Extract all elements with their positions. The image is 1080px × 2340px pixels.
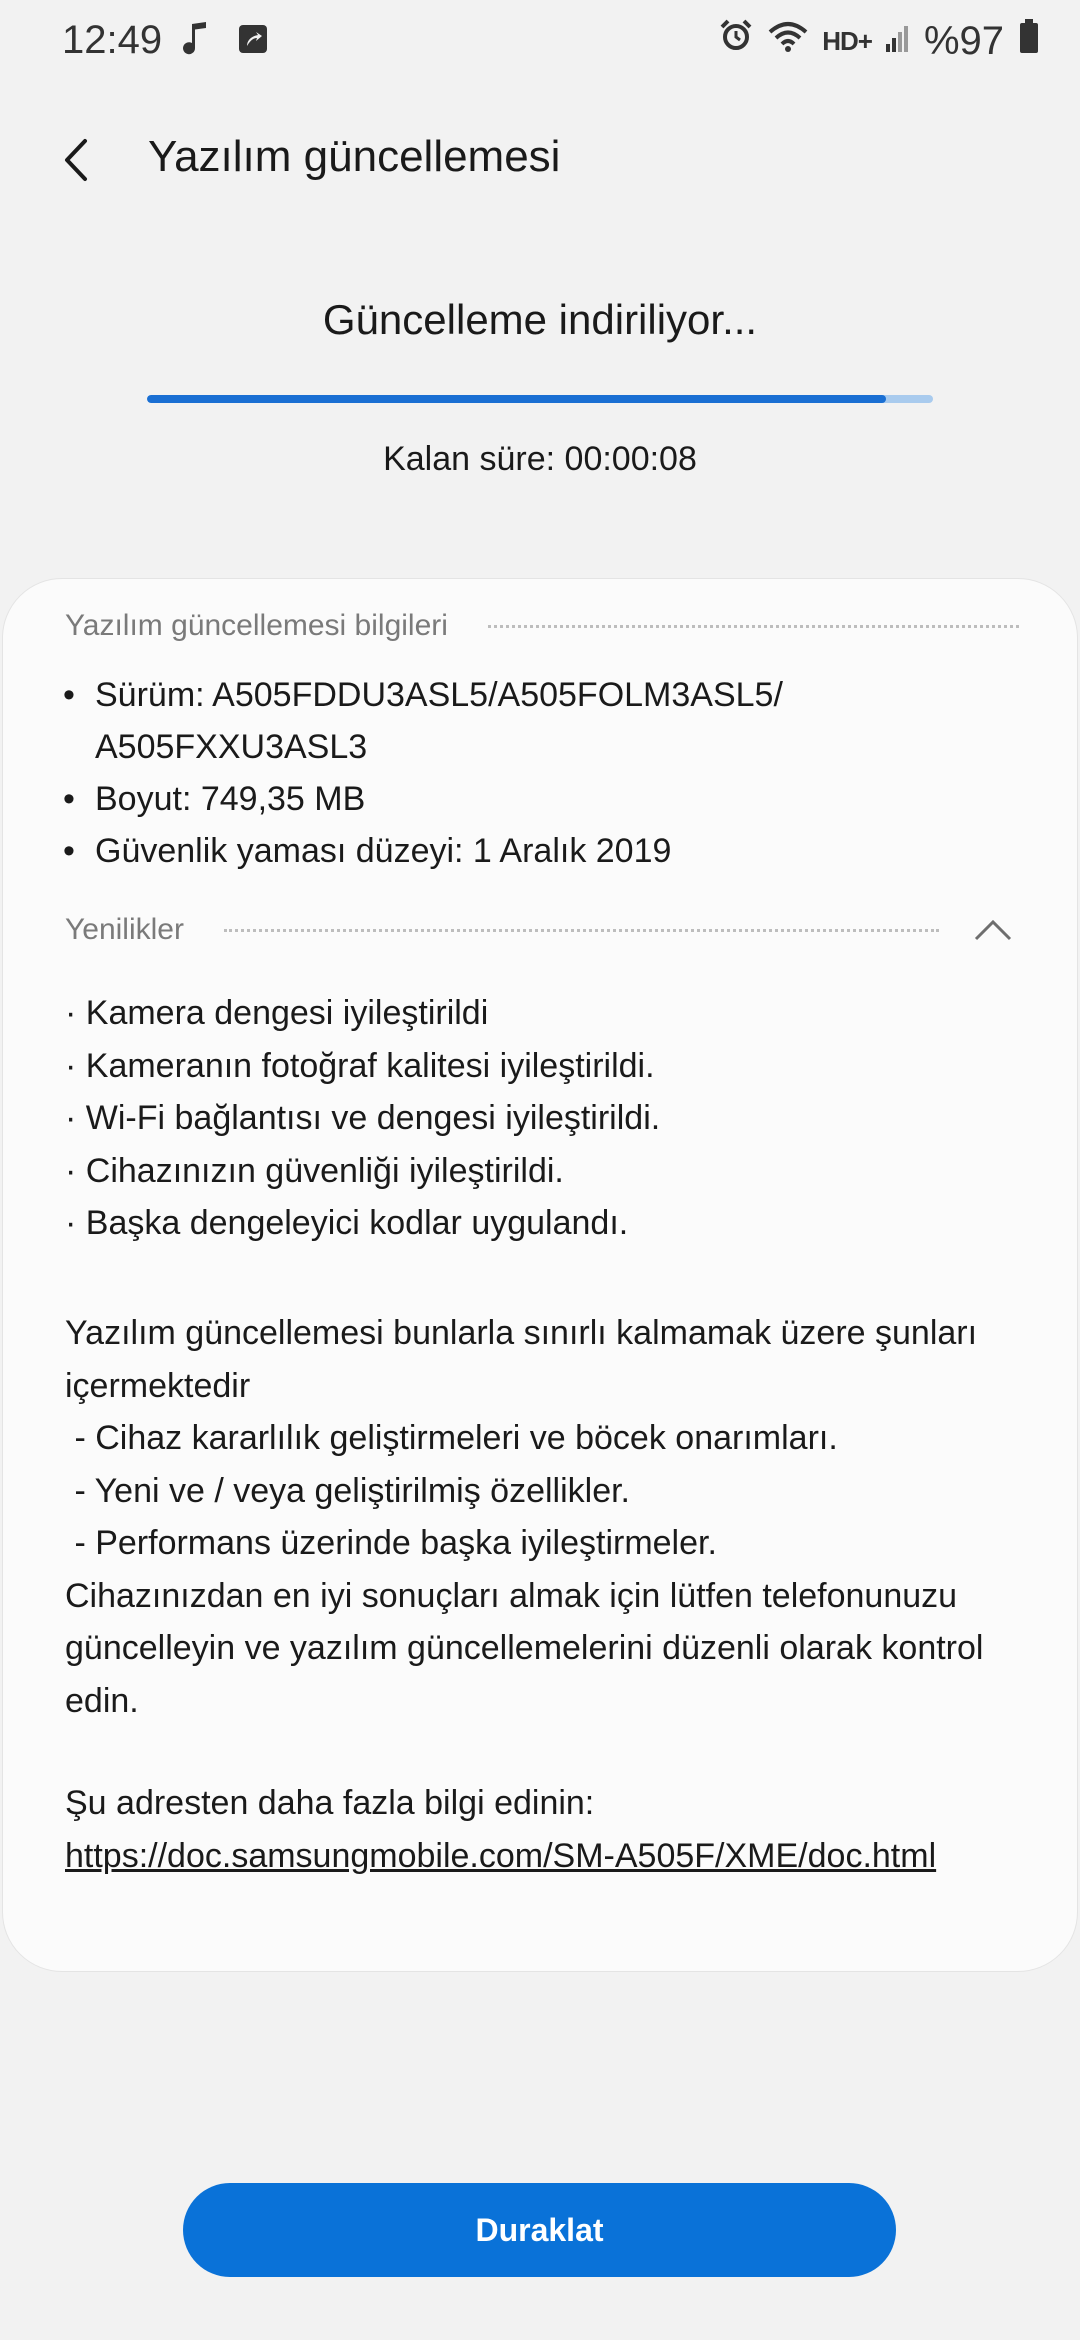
update-info-card: [2, 578, 1078, 1972]
remaining-time: Kalan süre: 00:00:08: [383, 440, 697, 478]
list-item: • Sürüm: A505FDDU3ASL5/A505FOLM3ASL5/ A505FXXU3ASL3: [63, 669, 1023, 773]
battery-percent: %97: [923, 18, 1004, 63]
back-button[interactable]: [46, 130, 106, 190]
divider: [224, 929, 939, 932]
list-item: • Boyut: 749,35 MB: [63, 773, 1023, 825]
network-type-label: HD+: [822, 25, 872, 56]
list-item: · Kamera dengesi iyileştirildi: [65, 994, 489, 1032]
list-item: · Cihazınızın güvenliği iyileştirildi.: [65, 1151, 564, 1190]
list-item: · Wi-Fi bağlantısı ve dengesi iyileştirildi.: [65, 1099, 661, 1137]
chevron-up-icon[interactable]: [973, 918, 1013, 942]
battery-icon: [1018, 18, 1040, 64]
info-list: [63, 669, 1023, 877]
divider: [488, 625, 1019, 628]
pause-button[interactable]: Duraklat: [183, 2183, 896, 2277]
list-item: · Kameranın fotoğraf kalitesi iyileştirildi.: [65, 1046, 655, 1085]
wifi-icon: [768, 19, 808, 64]
info-section-heading: Yazılım güncellemesi bilgileri: [65, 609, 448, 642]
more-info-link[interactable]: https://doc.samsungmobile.com/SM-A505F/XME/doc.html: [65, 1836, 937, 1875]
chevron-left-icon: [61, 137, 91, 183]
status-time: 12:49: [62, 18, 163, 62]
security-patch-text: Güvenlik yaması düzeyi: 1 Aralık 2019: [95, 832, 672, 870]
download-progress-bar: [147, 395, 933, 403]
version-text: Sürüm: A505FDDU3ASL5/A505FOLM3ASL5/ A505FXXU3ASL3: [95, 676, 783, 766]
description-line: - Cihaz kararlılık geliştirmeleri ve böcek onarımları.: [65, 1419, 838, 1457]
description-intro: Yazılım güncellemesi bunlarla sınırlı kalmamak üzere şunları içermektedir: [65, 1314, 978, 1405]
music-note-icon: [180, 20, 210, 63]
update-description: [65, 1307, 1025, 1727]
more-info: [65, 1777, 1025, 1882]
size-text: Boyut: 749,35 MB: [95, 780, 366, 818]
download-progress-fill: [147, 395, 886, 403]
news-list: [65, 987, 1025, 1250]
description-outro: Cihazınızdan en iyi sonuçları almak için lütfen telefonunuzu güncelleyin ve yazılım güncellemelerini düzenli olarak kontrol edin.: [65, 1576, 984, 1720]
list-item: · Başka dengeleyici kodlar uygulandı.: [65, 1204, 629, 1242]
signal-icon: [886, 19, 910, 64]
info-section-header: [65, 609, 1019, 643]
status-bar: [0, 0, 1080, 84]
news-section-header[interactable]: [65, 913, 1013, 947]
news-section-heading: Yenilikler: [65, 913, 184, 946]
description-line: - Performans üzerinde başka iyileştirmeler.: [65, 1524, 717, 1562]
app-header: [0, 110, 1080, 210]
status-right: [718, 18, 1040, 64]
page-title: Yazılım güncellemesi: [148, 132, 561, 181]
download-status-title: Güncelleme indiriliyor...: [322, 296, 758, 343]
description-line: - Yeni ve / veya geliştirilmiş özellikler.: [65, 1471, 631, 1510]
alarm-icon: [718, 18, 754, 64]
more-info-label: Şu adresten daha fazla bilgi edinin:: [65, 1784, 595, 1822]
list-item: • Güvenlik yaması düzeyi: 1 Aralık 2019: [63, 825, 1023, 877]
status-notification-icons: [180, 20, 270, 63]
app-notification-icon: [236, 22, 270, 61]
